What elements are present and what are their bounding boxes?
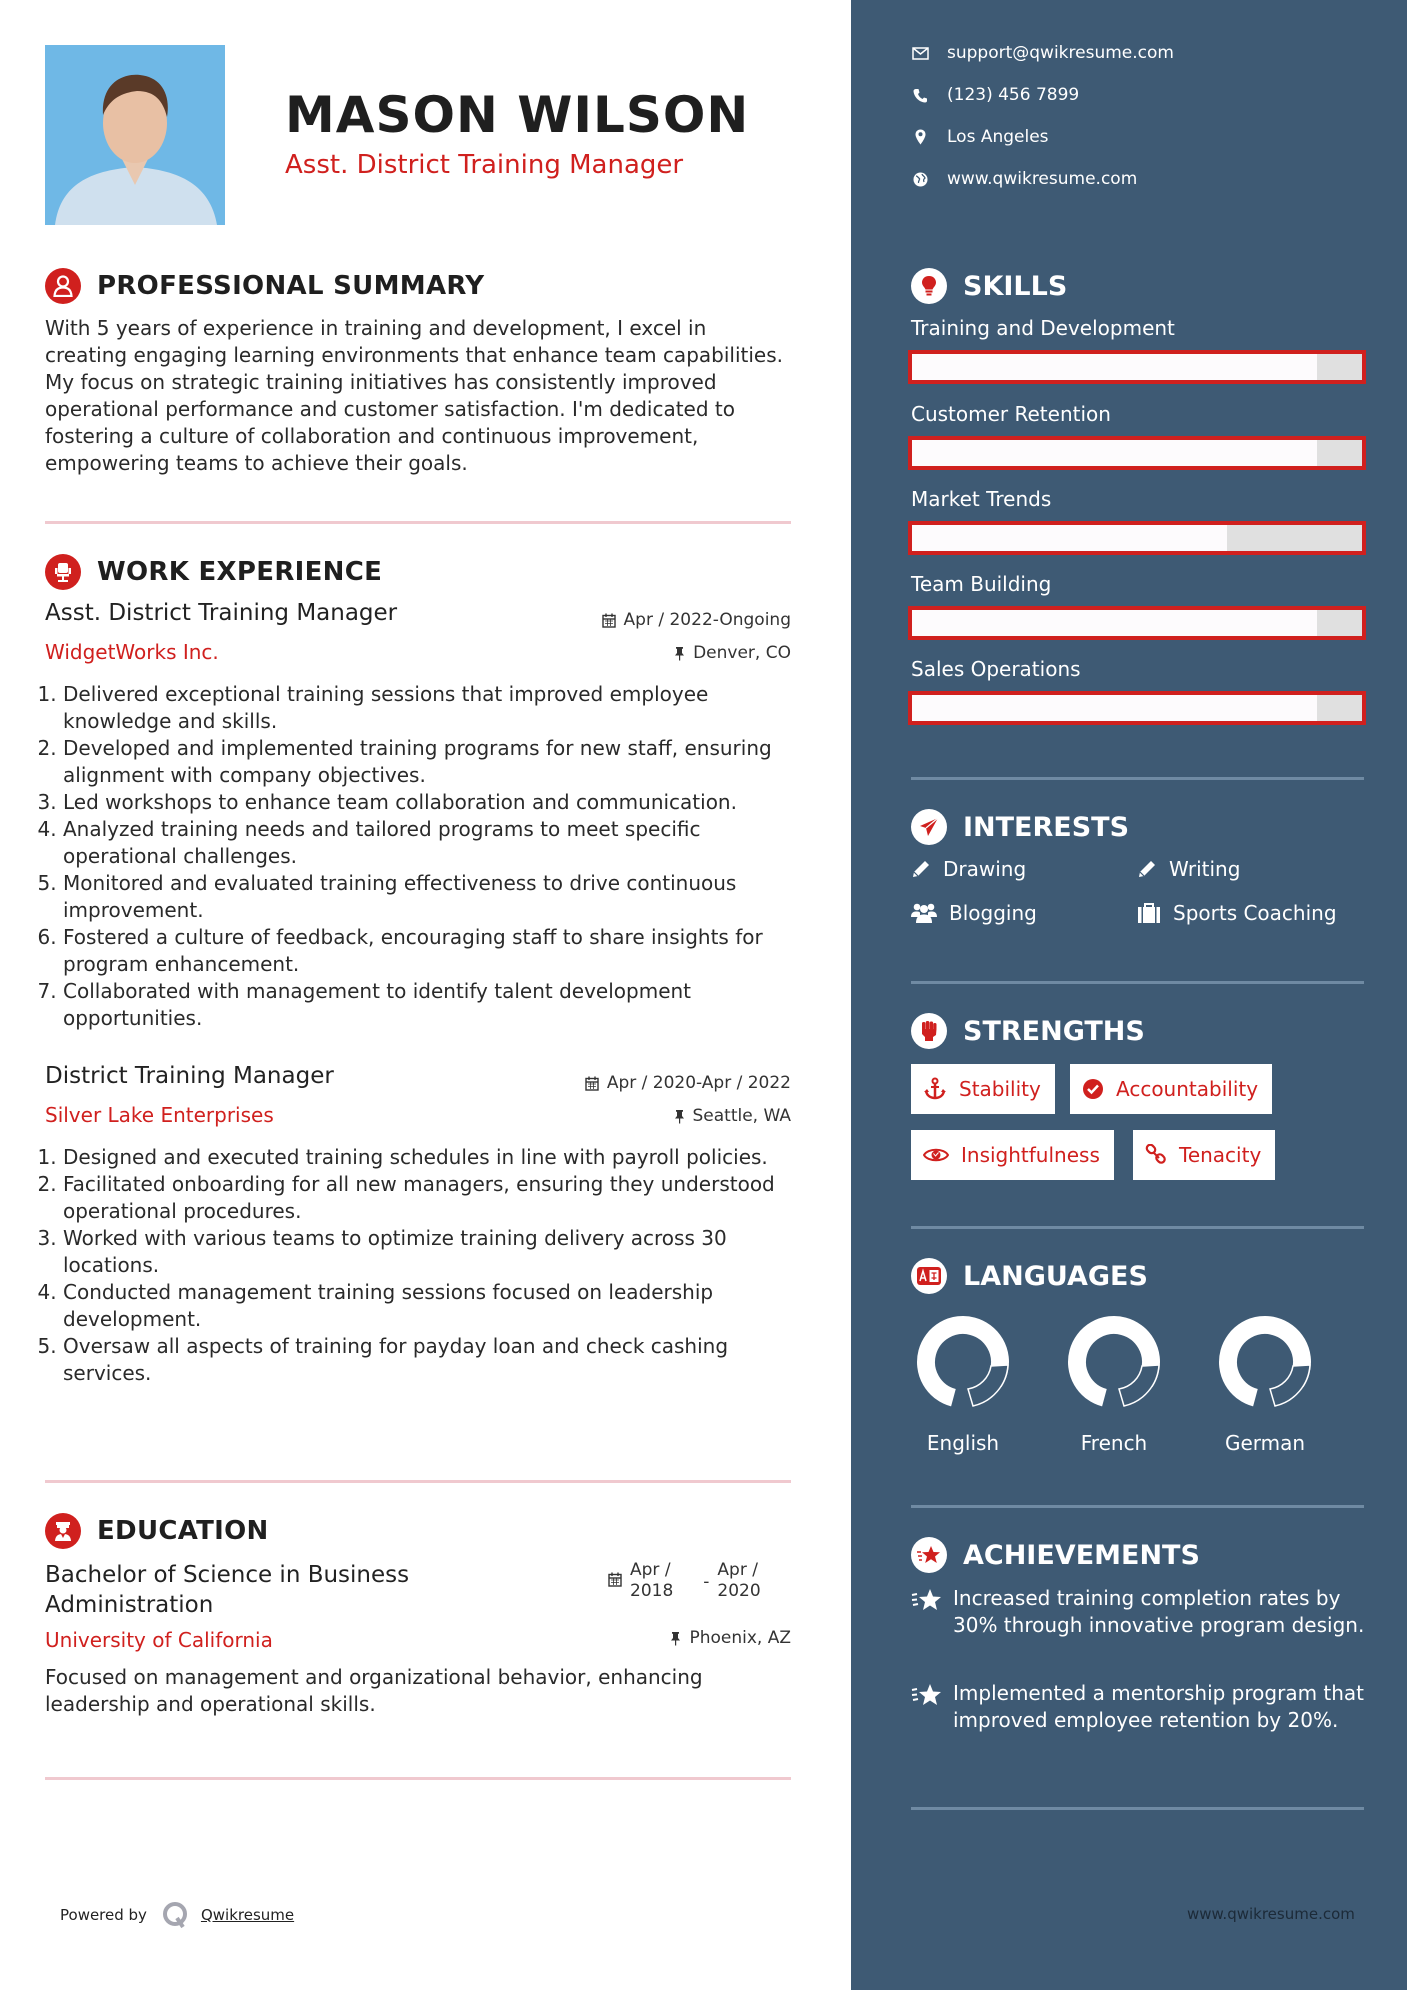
degree-title: Bachelor of Science in Business Administration xyxy=(45,1562,410,1618)
fist-icon xyxy=(911,1013,947,1049)
job-location: Seattle, WA xyxy=(674,1106,792,1126)
language-donut xyxy=(1067,1315,1161,1409)
pencil-icon xyxy=(911,859,931,879)
education-end: Apr / 2020 xyxy=(717,1560,761,1601)
skill-bar xyxy=(908,436,1366,470)
skill-bar-fill xyxy=(912,610,1317,636)
language-item: French xyxy=(1054,1315,1174,1455)
strength-badge: Stability xyxy=(911,1064,1055,1114)
bullet-item: 4. Conducted management training sessions focused on leadership development. xyxy=(63,1279,800,1333)
education-description: Focused on management and organizational behavior, enhancing leadership and operational skills. xyxy=(45,1665,703,1716)
language-donut xyxy=(1218,1315,1312,1409)
education-heading: EDUCATION xyxy=(45,1513,269,1549)
interest-item: Sports Coaching xyxy=(1137,901,1337,925)
pin-icon xyxy=(674,646,685,661)
interest-item: Writing xyxy=(1137,857,1240,881)
contact-website[interactable]: www.qwikresume.com xyxy=(911,169,1137,189)
phone-icon xyxy=(913,88,927,103)
skill-label: Customer Retention xyxy=(911,402,1111,426)
bullet-item: 5. Oversaw all aspects of training for payday loan and check cashing services. xyxy=(63,1333,800,1387)
education-location: Phoenix, AZ xyxy=(670,1628,791,1648)
interest-item: Blogging xyxy=(911,901,1037,925)
bullet-item: 7. Collaborated with management to identify talent development opportunities. xyxy=(63,978,800,1032)
job-bullets xyxy=(40,1144,800,1387)
bullet-item: 2. Developed and implemented training programs for new staff, ensuring alignment with company objectives. xyxy=(63,735,800,789)
candidate-name: MASON WILSON xyxy=(285,86,750,144)
company-name: WidgetWorks Inc. xyxy=(45,640,219,664)
skills-heading: SKILLS xyxy=(911,268,1067,304)
languages-heading: LANGUAGES xyxy=(911,1258,1148,1294)
skill-label: Team Building xyxy=(911,572,1052,596)
globe-icon xyxy=(913,172,928,187)
job-location: Denver, CO xyxy=(674,643,791,663)
section-divider xyxy=(911,1226,1364,1229)
skill-bar xyxy=(908,521,1366,555)
powered-by: Powered by Qwikresume xyxy=(60,1900,294,1930)
pin-icon xyxy=(674,1109,685,1124)
translate-icon xyxy=(911,1258,947,1294)
star-speed-icon xyxy=(911,1587,943,1613)
lightbulb-icon xyxy=(911,268,947,304)
pin-icon xyxy=(670,1631,681,1646)
check-circle-icon xyxy=(1082,1078,1104,1100)
contact-location: Los Angeles xyxy=(911,127,1049,147)
skill-bar-fill xyxy=(912,354,1317,380)
section-divider xyxy=(45,521,791,524)
language-donut xyxy=(916,1315,1010,1409)
strength-badge: Tenacity xyxy=(1133,1130,1275,1180)
bullet-item: 2. Facilitated onboarding for all new managers, ensuring they understood operational procedures. xyxy=(63,1171,800,1225)
calendar-icon xyxy=(585,1076,599,1091)
education-dates: Apr / 2018 - Apr / 2020 xyxy=(608,1560,761,1602)
calendar-icon xyxy=(608,1572,622,1587)
bullet-item: 3. Led workshops to enhance team collaboration and communication. xyxy=(63,789,800,816)
section-divider xyxy=(911,981,1364,984)
bullet-item: 1. Designed and executed training schedules in line with payroll policies. xyxy=(63,1144,800,1171)
star-speed-icon xyxy=(911,1537,947,1573)
experience-heading: WORK EXPERIENCE xyxy=(45,554,382,590)
section-divider xyxy=(911,1505,1364,1508)
skill-label: Sales Operations xyxy=(911,657,1081,681)
star-speed-icon xyxy=(911,1682,943,1708)
users-icon xyxy=(911,902,937,924)
chair-icon xyxy=(45,554,81,590)
skill-bar xyxy=(908,691,1366,725)
paper-plane-icon xyxy=(911,809,947,845)
strength-badge: Insightfulness xyxy=(911,1130,1114,1180)
bullet-item: 3. Worked with various teams to optimize training delivery across 30 locations. xyxy=(63,1225,800,1279)
strength-badge: Accountability xyxy=(1070,1064,1272,1114)
job-title: District Training Manager xyxy=(45,1063,334,1089)
company-name: Silver Lake Enterprises xyxy=(45,1103,274,1127)
education-start: Apr / 2018 xyxy=(630,1560,674,1601)
footer-website-link[interactable]: www.qwikresume.com xyxy=(1187,1905,1355,1923)
calendar-icon xyxy=(602,613,616,628)
summary-heading: PROFESSIONAL SUMMARY xyxy=(45,268,484,304)
skill-bar xyxy=(908,350,1366,384)
section-divider xyxy=(45,1480,791,1483)
language-item: English xyxy=(903,1315,1023,1455)
achievements-heading: ACHIEVEMENTS xyxy=(911,1537,1200,1573)
briefcase-icon xyxy=(1137,902,1161,924)
pencil-icon xyxy=(1137,859,1157,879)
job-dates: Apr / 2020-Apr / 2022 xyxy=(585,1073,791,1093)
eye-icon xyxy=(923,1146,949,1164)
strengths-heading: STRENGTHS xyxy=(911,1013,1145,1049)
job-dates: Apr / 2022-Ongoing xyxy=(602,610,791,630)
section-divider xyxy=(45,1777,791,1780)
summary-text: With 5 years of experience in training and development, I excel in creating engaging learning environments that enhance team capabilities. My focus on strategic training initiatives has consistently improved operational performance and customer satisfaction. I'm dedicated to fostering a culture of collaboration and continuous improvement, empowering teams to achieve their goals. xyxy=(45,316,783,475)
link-icon xyxy=(1145,1144,1167,1166)
bullet-item: 5. Monitored and evaluated training effectiveness to drive continuous improvement. xyxy=(63,870,800,924)
achievement-item: Implemented a mentorship program that improved employee retention by 20%. xyxy=(911,1680,1371,1734)
achievement-item: Increased training completion rates by 30% through innovative program design. xyxy=(911,1585,1371,1639)
interest-item: Drawing xyxy=(911,857,1026,881)
section-divider xyxy=(911,777,1364,780)
anchor-icon xyxy=(923,1077,947,1101)
envelope-icon xyxy=(912,47,929,60)
contact-email[interactable]: support@qwikresume.com xyxy=(911,43,1174,63)
skill-bar-fill xyxy=(912,440,1317,466)
bullet-item: 6. Fostered a culture of feedback, encouraging staff to share insights for program enhancement. xyxy=(63,924,800,978)
qwikresume-link[interactable]: Qwikresume xyxy=(200,1906,295,1924)
section-divider xyxy=(911,1807,1364,1810)
bullet-item: 1. Delivered exceptional training sessions that improved employee knowledge and skills. xyxy=(63,681,800,735)
job-bullets xyxy=(40,681,800,1032)
contact-phone[interactable]: (123) 456 7899 xyxy=(911,85,1079,105)
skill-bar xyxy=(908,606,1366,640)
bullet-item: 4. Analyzed training needs and tailored programs to meet specific operational challenges. xyxy=(63,816,800,870)
profile-photo xyxy=(45,45,225,225)
qwikresume-logo-icon xyxy=(161,1900,191,1930)
candidate-title: Asst. District Training Manager xyxy=(285,150,684,180)
skill-bar-fill xyxy=(912,695,1317,721)
school-name: University of California xyxy=(45,1628,273,1652)
graduate-icon xyxy=(45,1513,81,1549)
interests-heading: INTERESTS xyxy=(911,809,1129,845)
language-item: German xyxy=(1205,1315,1325,1455)
skill-label: Market Trends xyxy=(911,487,1052,511)
user-icon xyxy=(45,268,81,304)
skill-label: Training and Development xyxy=(911,316,1175,340)
job-title: Asst. District Training Manager xyxy=(45,600,398,626)
skill-bar-fill xyxy=(912,525,1227,551)
map-marker-icon xyxy=(915,129,926,145)
